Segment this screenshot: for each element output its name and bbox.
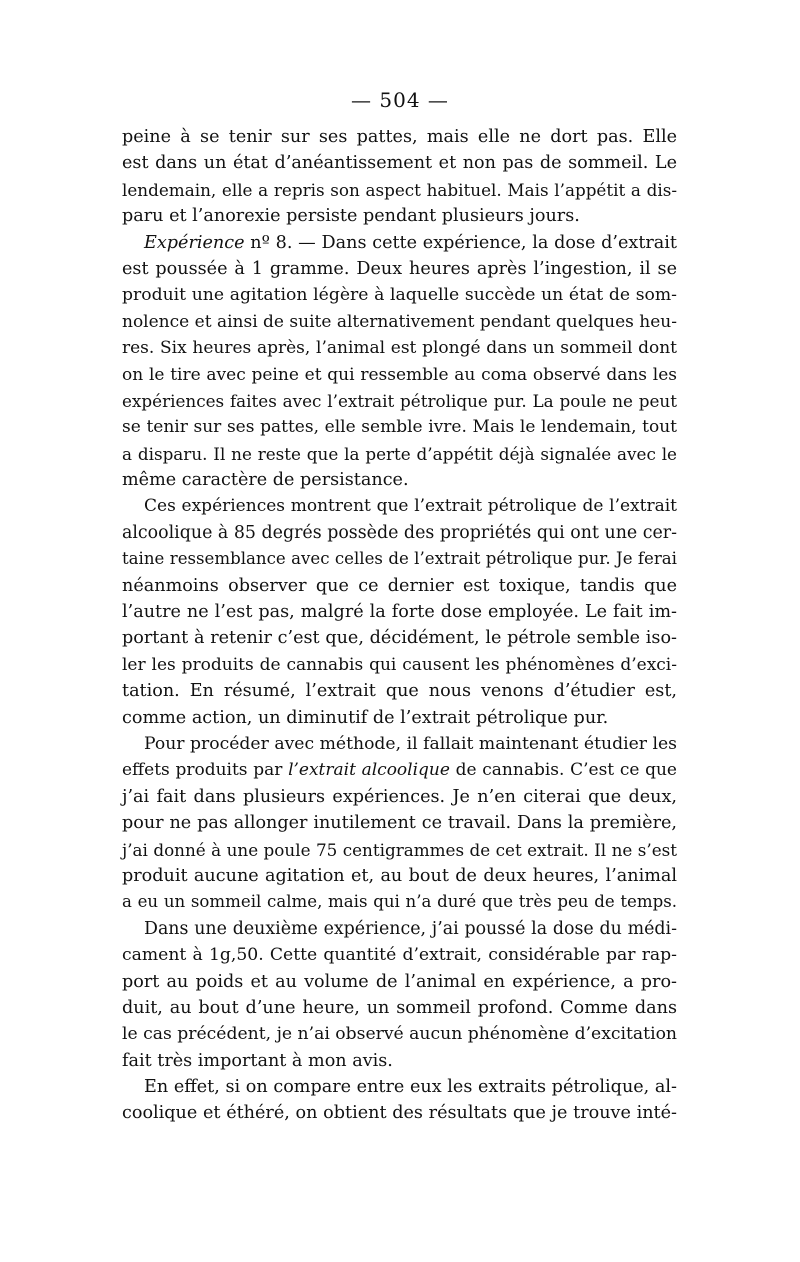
line-text: port au poids et au volume de l’animal en expérience, a pro- [122,971,677,992]
text-line [122,731,677,757]
line-text: coolique et éthéré, on obtient des résultats que je trouve inté- [122,1103,677,1124]
text-line [122,652,677,678]
line-text: j’ai fait dans plusieurs expériences. Je n’en citerai que deux, [122,786,677,807]
text-line [122,784,677,810]
text-line [122,942,677,968]
line-text: duit, au bout d’une heure, un sommeil profond. Comme dans [122,997,677,1018]
line-text: comme action, un diminutif de l’extrait pétrolique pur. [122,707,609,728]
text-line [122,1074,677,1100]
line-text: taine ressemblance avec celles de l’extrait pétrolique pur. Je ferai [122,549,677,569]
line-text: même caractère de persistance. [122,470,409,491]
line-text-continued: de cannabis. C’est ce que [449,760,677,781]
text-line [122,124,677,150]
line-text: Ces expériences montrent que l’extrait pétrolique de l’extrait [144,496,677,517]
body-text [122,124,677,1127]
text-line [122,282,677,308]
text-line [122,230,677,256]
line-text: expériences faites avec l’extrait pétrolique pur. La poule ne peut [122,390,677,411]
line-text: fait très important à mon avis. [122,1050,393,1071]
text-line [122,889,677,915]
line-text: nº 8. — Dans cette expérience, la dose d’extrait [244,232,677,253]
emphasis-text: l’extrait alcoolique [288,760,450,781]
line-text: lendemain, elle a repris son aspect habituel. Mais l’appétit a dis- [122,179,677,200]
text-line [122,388,677,414]
line-text: l’autre ne l’est pas, malgré la forte dose employée. Le fait im- [122,602,677,623]
experiment-label: Expérience [144,232,245,253]
text-line [122,757,677,783]
text-line [122,362,677,388]
line-text: ler les produits de cannabis qui causent les phénomènes d’exci- [122,654,677,675]
line-text: cament à 1g,50. Cette quantité d’extrait, considérable par rap- [122,945,677,966]
text-line [122,493,677,519]
line-text: est poussée à 1 gramme. Deux heures après l’ingestion, il se [122,258,677,279]
text-line [122,441,677,467]
line-text: pour ne pas allonger inutilement ce travail. Dans la première, [122,813,677,834]
line-text: Dans une deuxième expérience, j’ai poussé la dose du médi- [144,918,677,939]
line-text: En effet, si on compare entre eux les extraits pétrolique, al- [144,1077,677,1098]
line-text: portant à retenir c’est que, décidément, le pétrole semble iso- [122,628,677,649]
text-line [122,969,677,995]
line-text: produit aucune agitation et, au bout de deux heures, l’animal [122,865,677,886]
text-line [122,995,677,1021]
text-line [122,546,677,572]
page-number: — 504 — [351,88,449,112]
text-line [122,837,677,863]
text-line [122,520,677,546]
text-line [122,150,677,176]
line-text: nolence et ainsi de suite alternativement pendant quelques heu- [122,311,677,332]
text-line [122,203,677,229]
text-line [122,467,677,493]
text-line [122,256,677,282]
line-text: le cas précédent, je n’ai observé aucun phénomène d’excitation [122,1024,677,1045]
line-text: produit une agitation légère à laquelle succède un état de som- [122,285,677,306]
text-line [122,177,677,203]
text-line [122,335,677,361]
text-line [122,863,677,889]
text-line [122,1100,677,1126]
line-text: Pour procéder avec méthode, il fallait maintenant étudier les [144,733,677,754]
line-text: paru et l’anorexie persiste pendant plusieurs jours. [122,206,580,227]
line-text: peine à se tenir sur ses pattes, mais elle ne dort pas. Elle [122,127,677,147]
text-line [122,309,677,335]
text-line [122,573,677,599]
line-text: j’ai donné à une poule 75 centigrammes de cet extrait. Il ne s’est [122,839,677,860]
line-text: effets produits par [122,760,289,781]
line-text: res. Six heures après, l’animal est plongé dans un sommeil dont [122,338,677,359]
line-text: on le tire avec peine et qui ressemble au coma observé dans les [122,364,677,385]
text-line [122,625,677,651]
line-text: tation. En résumé, l’extrait que nous venons d’étudier est, [122,681,677,702]
line-text: est dans un état d’anéantissement et non pas de sommeil. Le [122,153,677,174]
text-line [122,705,677,731]
text-line [122,414,677,440]
text-line [122,1048,677,1074]
text-line [122,1021,677,1047]
text-line [122,599,677,625]
line-text: se tenir sur ses pattes, elle semble ivre. Mais le lendemain, tout [122,417,677,438]
text-line [122,810,677,836]
text-line [122,678,677,704]
line-text: alcoolique à 85 degrés possède des propriétés qui ont une cer- [122,522,677,543]
text-line [122,916,677,942]
line-text: néanmoins observer que ce dernier est toxique, tandis que [122,575,677,596]
line-text: a eu un sommeil calme, mais qui n’a duré que très peu de temps. [122,892,677,912]
line-text: a disparu. Il ne reste que la perte d’appétit déjà signalée avec le [122,443,677,464]
